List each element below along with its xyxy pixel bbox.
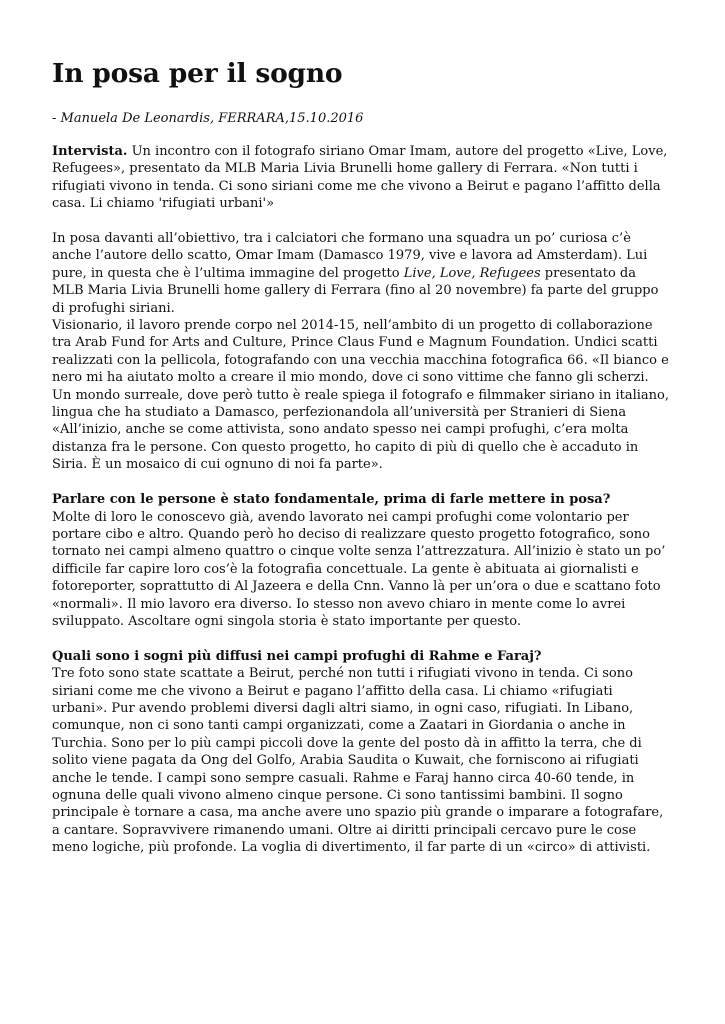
article [52,56,670,857]
intro-lead: Intervista. [52,144,128,159]
answer-2: Tre foto sono state scattate a Beirut, perché non tutti i rifugiati vivono in tenda. Ci sono siriani come me che vivono a Beirut e pagano l’affitto della casa. Li chiamo «rifugiati urbani». Pur avendo problemi diversi dagli altri siamo, in ogni caso, rifugiati. In Libano, comunque, non ci sono tanti campi organizzati, come a Zaatari in Giordania o anche in Turchia. Sono per lo più campi piccoli dove la gente del posto dà in affitto la terra, che di solito viene pagata da Ong del Golfo, Arabia Saudita o Kuwait, che forniscono ai rifugiati anche le tende. I campi sono sempre casuali. Rahme e Faraj hanno circa 40-60 tende, in ognuna delle quali vivono almeno cinque persone. Ci sono tantissimi bambini. Il sogno principale è tornare a casa, ma anche avere uno spazio più grande o imparare a fotografare, a cantare. Sopravvivere rimanendo umani. Oltre ai diritti principali cercavo pure le cose meno logiche, più profonde. La voglia di divertimento, il far parte di un «circo» di attivisti. [52,666,664,856]
project-title: Live, Love, Refugees [403,265,541,281]
article-byline: - Manuela De Leonardis, FERRARA,15.10.2016 [52,111,364,126]
article-title: In posa per il sogno [52,58,343,89]
intro-text: Un incontro con il fotografo siriano Omar Imam, autore del progetto «Live, Love, Refugees», presentato da MLB Maria Livia Brunelli home gallery di Ferrara. «Non tutti i rifugiati vivono in tenda. Ci sono siriani come me che vivono a Beirut e pagano l’affitto della casa. Li chiamo 'rifugiati urbani'» [52,144,668,212]
body-paragraph-1-end: presentato da MLB Maria Livia Brunelli home gallery di Ferrara (fino al 20 novembre) fa parte del gruppo di profughi siriani. [52,265,659,316]
question-1: Parlare con le persone è stato fondamentale, prima di farle mettere in posa? [52,492,611,508]
question-2: Quali sono i sogni più diffusi nei campi profughi di Rahme e Faraj? [52,648,542,664]
body-paragraph-1-start: In posa davanti all’obiettivo, tra i calciatori che formano una squadra un po’ curiosa c’è anche l’autore dello scatto, Omar Imam (Damasco 1979, vive e lavora ad Amsterdam). Lui pure, in questa che è l’ultima immagine del progetto [52,231,648,281]
answer-1: Molte di loro le conoscevo già, avendo lavorato nei campi profughi come volontario per portare cibo e altro. Quando però ho deciso di realizzare questo progetto fotografico, sono tornato nei campi almeno quattro o cinque volte senza l’attrezzatura. All’inizio è stato un po’ difficile far capire loro cos’è la fotografia concettuale. La gente è abituata ai giornalisti e fotoreporter, soprattutto di Al Jazeera e della Cnn. Vanno là per un’ora o due e scattano foto «normali». Il mio lavoro era diverso. Io stesso non avevo chiaro in mente come lo avrei sviluppato. Ascoltare ogni singola storia è stato importante per questo. [52,509,666,629]
intro-paragraph [52,143,670,213]
body-paragraph-2: Visionario, il lavoro prende corpo nel 2014-15, nell’ambito di un progetto di collaborazione tra Arab Fund for Arts and Culture, Prince Claus Fund e Magnum Foundation. Undici scatti realizzati con la pellicola, fotografando con una vecchia macchina fotografica 66. «Il bianco e nero mi ha aiutato molto a creare il mio mondo, dove ci sono vittime che fanno gli scherzi. Un mondo surreale, dove però tutto è reale spiega il fotografo e filmmaker siriano in italiano, lingua che ha studiato a Damasco, perfezionandola all’università per Stranieri di Siena «All’inizio, anche se come attivista, sono andato spesso nei campi profughi, c’era molta distanza fra le persone. Con questo progetto, ho capito di più di quello che è accaduto in Siria. È un mosaico di cui ognuno di noi fa parte». [52,318,669,473]
body-paragraph-1 [52,230,670,317]
